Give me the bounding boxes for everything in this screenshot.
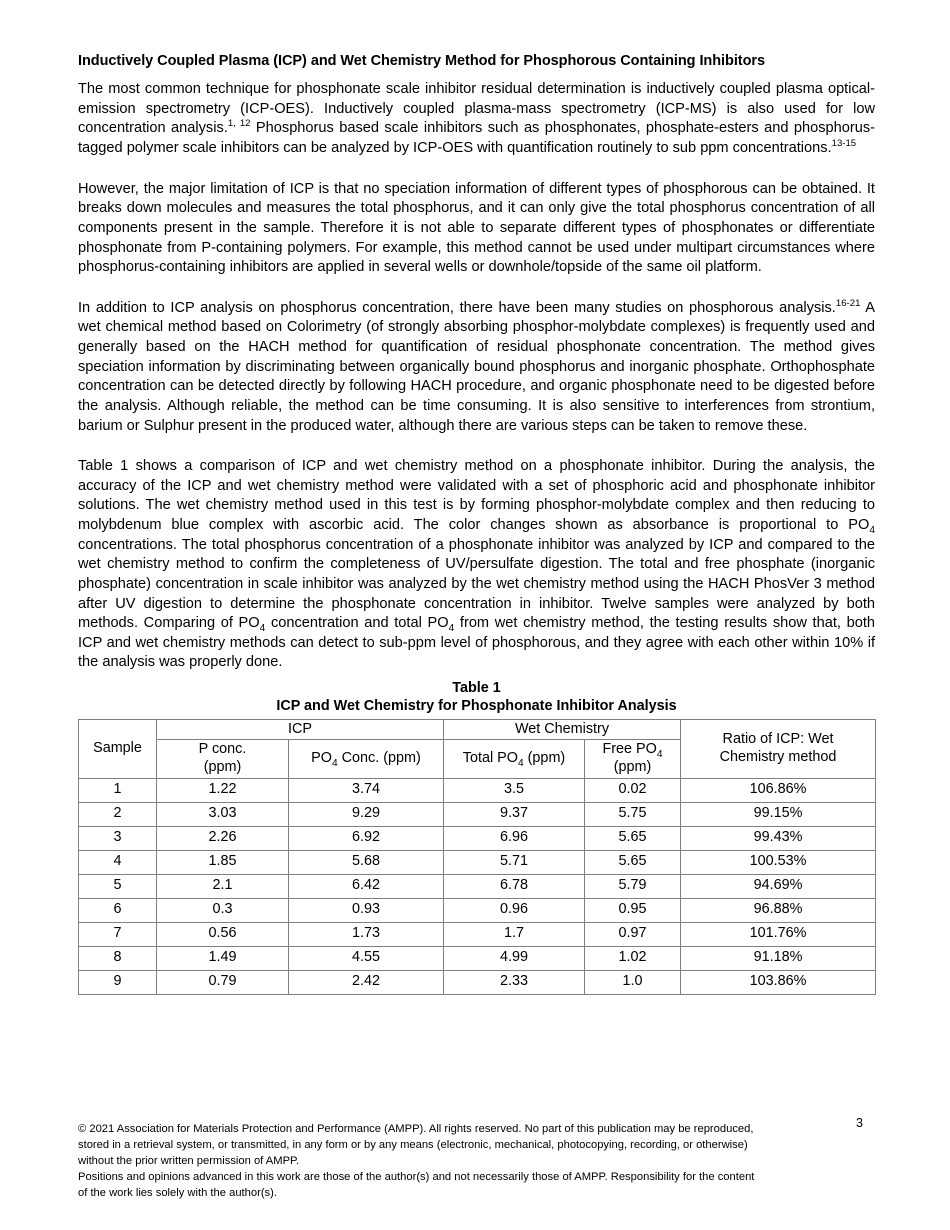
footer-disclaimer-line-1: Positions and opinions advanced in this work are those of the author(s) and not necessarily those of AMPP. Responsibility for the content <box>78 1170 755 1183</box>
cell-po4-conc: 9.29 <box>289 802 444 826</box>
cell-ratio: 103.86% <box>681 970 876 994</box>
column-header-po4-conc <box>289 740 444 778</box>
paragraph-4-text-c: concentration and total PO <box>265 615 449 632</box>
cell-po4-conc: 1.73 <box>289 922 444 946</box>
table-row <box>79 802 876 826</box>
table-header-row-1 <box>79 719 876 740</box>
cell-ratio: 99.43% <box>681 826 876 850</box>
table-row <box>79 970 876 994</box>
cell-free-po4: 5.65 <box>585 850 681 874</box>
cell-total-po4: 4.99 <box>444 946 585 970</box>
footer-copyright-line-3: without the prior written permission of AMPP. <box>78 1154 300 1167</box>
cell-p-conc: 0.3 <box>157 898 289 922</box>
cell-free-po4: 0.95 <box>585 898 681 922</box>
cell-free-po4: 1.0 <box>585 970 681 994</box>
table-row <box>79 778 876 802</box>
cell-ratio: 99.15% <box>681 802 876 826</box>
column-header-total-po4 <box>444 740 585 778</box>
cell-free-po4: 0.97 <box>585 922 681 946</box>
cell-free-po4: 5.75 <box>585 802 681 826</box>
po4-subscript: 4 <box>448 623 455 635</box>
cell-total-po4: 9.37 <box>444 802 585 826</box>
cell-ratio: 100.53% <box>681 850 876 874</box>
cell-sample: 6 <box>79 898 157 922</box>
paragraph-4-text-b: concentrations. The total phosphorus concentration of a phosphonate inhibitor was analyzed by ICP and compared to the wet chemistry method to confirm the completeness of UV/persulfate digestion. The total and free phosphate (inorganic phosphate) concentration in scale inhibitor was analyzed by the wet chemistry method using the HACH PhosVer 3 method after UV digestion to determine the phosphonate concentration in inhibitor. Twelve samples were analyzed by both methods. Comparing of PO <box>78 536 875 632</box>
paragraph-1-text-b: Phosphorus based scale inhibitors such as phosphonates, phosphate-esters and phosphorus-tagged polymer scale inhibitors can be analyzed by ICP-OES with quantification routinely to sub ppm concentrations. <box>78 120 875 156</box>
icp-wet-chemistry-table <box>78 719 876 995</box>
table-caption <box>78 679 875 716</box>
cell-ratio: 101.76% <box>681 922 876 946</box>
table-row <box>79 850 876 874</box>
cell-po4-conc: 2.42 <box>289 970 444 994</box>
cell-total-po4: 3.5 <box>444 778 585 802</box>
cell-sample: 8 <box>79 946 157 970</box>
cell-total-po4: 6.78 <box>444 874 585 898</box>
cell-total-po4: 1.7 <box>444 922 585 946</box>
cell-sample: 4 <box>79 850 157 874</box>
column-header-total-po4-suffix: (ppm) <box>523 750 566 767</box>
paragraph-3 <box>78 299 875 436</box>
column-header-ratio <box>681 719 876 778</box>
paragraph-4-text-d: from wet chemistry method, the testing results show that, both ICP and wet chemistry methods can detect to sub-ppm level of phosphorous, and they agree with each other within 10% if the analysis was properly done. <box>78 615 876 671</box>
cell-total-po4: 0.96 <box>444 898 585 922</box>
cell-p-conc: 0.56 <box>157 922 289 946</box>
paragraph-3-text-b: A wet chemical method based on Colorimetry (of strongly absorbing phosphor-molybdate complexes) is frequently used and generally based on the HACH method for quantification of residual phosphonate concentration. The method gives speciation information by discriminating between organically bound phosphorus and inorganic phosphate. Orthophosphate concentration can be detected directly by following HACH procedure, and organic phosphonate need to be digested before the analysis. Although reliable, the method can be time consuming. It is also sensitive to interferences from strontium, barium or Sulphur present in the produced water, although there are various steps can be taken to remove these. <box>78 299 875 434</box>
table-row <box>79 946 876 970</box>
po4-subscript: 4 <box>331 758 338 770</box>
column-header-sample: Sample <box>79 719 157 778</box>
column-group-header-wet-chemistry: Wet Chemistry <box>444 719 681 740</box>
paragraph-4 <box>78 457 875 673</box>
table-header <box>79 719 876 778</box>
column-header-free-po4-prefix: Free PO <box>602 741 657 758</box>
table-row <box>79 922 876 946</box>
paragraph-2: However, the major limitation of ICP is that no speciation information of different types of phosphorous can be obtained. It breaks down molecules and measures the total phosphorus, and it can only give the total phosphorus concentration of all components present in the sample. Therefore it is not able to separate different types of phosphonates or differentiate phosphonate from P-containing polymers. For example, this method cannot be used under multipart circumstances where phosphorus-containing inhibitors are applied in several wells or downhole/topside of the same oil platform. <box>78 180 875 276</box>
cell-sample: 3 <box>79 826 157 850</box>
cell-sample: 2 <box>79 802 157 826</box>
paragraph-4-text-a: Table 1 shows a comparison of ICP and wet chemistry method on a phosphonate inhibitor. During the analysis, the accuracy of the ICP and wet chemistry method were validated with a set of phosphoric acid and phosphonate inhibitor solutions. The wet chemistry method used in this test is by forming phosphor-molybdate complex and then reducing to molybdenum blue complex with ascorbic acid. The color changes shown as absorbance is proportional to PO <box>78 458 875 533</box>
page-footer <box>78 1122 840 1202</box>
citation-ref-1-12: 1, 12 <box>227 118 251 130</box>
paragraph-1-text-a: The most common technique for phosphonate scale inhibitor residual determination is inductively coupled plasma optical-emission spectrometry (ICP-OES). Inductively coupled plasma-mass spectrometry (ICP-MS) is also used for low concentration analysis. <box>78 81 875 137</box>
cell-p-conc: 1.49 <box>157 946 289 970</box>
column-header-ratio-line-2: Chemistry method <box>719 748 837 765</box>
cell-po4-conc: 6.42 <box>289 874 444 898</box>
cell-total-po4: 6.96 <box>444 826 585 850</box>
table-row <box>79 874 876 898</box>
page-title: Inductively Coupled Plasma (ICP) and Wet Chemistry Method for Phosphorous Containing Inhibitors <box>78 53 765 69</box>
cell-ratio: 96.88% <box>681 898 876 922</box>
po4-subscript: 4 <box>259 623 266 635</box>
cell-free-po4: 5.79 <box>585 874 681 898</box>
footer-disclaimer-line-2: of the work lies solely with the author(s). <box>78 1186 277 1199</box>
column-header-po4-conc-suffix: Conc. (ppm) <box>337 750 421 767</box>
cell-ratio: 106.86% <box>681 778 876 802</box>
footer-copyright-line-1: © 2021 Association for Materials Protection and Performance (AMPP). All rights reserved. No part of this publication may be reproduced, <box>78 1123 754 1135</box>
column-header-free-po4-line-2: (ppm) <box>613 759 652 775</box>
cell-po4-conc: 5.68 <box>289 850 444 874</box>
cell-sample: 7 <box>79 922 157 946</box>
cell-ratio: 94.69% <box>681 874 876 898</box>
footer-copyright-line-2: stored in a retrieval system, or transmitted, in any form or by any means (electronic, mechanical, photocopying, recording, or otherwise) <box>78 1138 748 1151</box>
citation-ref-16-21: 16-21 <box>835 297 861 309</box>
column-header-p-conc-line-1: P conc. <box>198 741 247 758</box>
cell-po4-conc: 0.93 <box>289 898 444 922</box>
cell-sample: 1 <box>79 778 157 802</box>
cell-p-conc: 1.22 <box>157 778 289 802</box>
cell-sample: 5 <box>79 874 157 898</box>
cell-total-po4: 5.71 <box>444 850 585 874</box>
table-body <box>79 778 876 994</box>
table-caption-line-1: Table 1 <box>452 680 501 696</box>
column-header-free-po4 <box>585 740 681 778</box>
po4-subscript: 4 <box>869 524 875 536</box>
cell-total-po4: 2.33 <box>444 970 585 994</box>
cell-po4-conc: 3.74 <box>289 778 444 802</box>
column-header-p-conc-line-2: (ppm) <box>203 759 242 775</box>
cell-p-conc: 3.03 <box>157 802 289 826</box>
page-content <box>78 52 875 995</box>
table-row <box>79 826 876 850</box>
cell-free-po4: 5.65 <box>585 826 681 850</box>
cell-p-conc: 0.79 <box>157 970 289 994</box>
po4-subscript: 4 <box>517 758 524 770</box>
cell-p-conc: 2.26 <box>157 826 289 850</box>
cell-free-po4: 0.02 <box>585 778 681 802</box>
cell-po4-conc: 6.92 <box>289 826 444 850</box>
cell-p-conc: 2.1 <box>157 874 289 898</box>
table-row <box>79 898 876 922</box>
cell-free-po4: 1.02 <box>585 946 681 970</box>
column-header-ratio-line-1: Ratio of ICP: Wet <box>722 731 834 748</box>
citation-ref-13-15: 13-15 <box>831 138 857 150</box>
column-header-po4-conc-prefix: PO <box>311 750 332 767</box>
cell-ratio: 91.18% <box>681 946 876 970</box>
page-number: 3 <box>856 1116 863 1130</box>
po4-subscript: 4 <box>656 749 663 761</box>
cell-po4-conc: 4.55 <box>289 946 444 970</box>
cell-p-conc: 1.85 <box>157 850 289 874</box>
column-header-total-po4-prefix: Total PO <box>462 750 518 767</box>
column-header-p-conc <box>157 740 289 778</box>
cell-sample: 9 <box>79 970 157 994</box>
paragraph-3-text-a: In addition to ICP analysis on phosphorus concentration, there have been many studies on phosphorous analysis. <box>78 299 836 316</box>
paragraph-1 <box>78 80 875 159</box>
column-group-header-icp: ICP <box>157 719 444 740</box>
table-caption-line-2: ICP and Wet Chemistry for Phosphonate Inhibitor Analysis <box>276 698 677 715</box>
